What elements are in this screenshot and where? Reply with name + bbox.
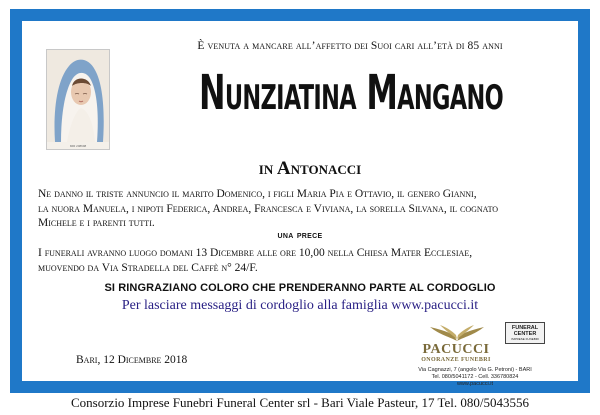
thanks-text: SI RINGRAZIANO COLORO CHE PRENDERANNO PARTE AL CORDOGLIO [104,282,496,294]
funeral-line: muovendo da Via Stradella del Caffè n° 24/F. [38,261,258,274]
agency-name: PACUCCI [422,342,490,357]
notice-date: Bari, 12 Dicembre 2018 [76,354,188,366]
agency-phones: Tel. 080/5041172 - Cell. 336780824 [431,374,519,380]
announcement-line: Michele e i parenti tutti. [38,217,155,229]
badge-line: FUNERAL [511,325,539,331]
funeral-line: I funerali avranno luogo domani 13 Dicembre alle ore 10,00 nella Chiesa Mater Ecclesiae, [38,247,473,259]
funeral-details [38,246,578,275]
portrait-caption: MIR 208698 [69,144,87,148]
agency-website[interactable]: www.pacucci.it [456,381,494,387]
married-name: in Antonacci [258,158,362,179]
announcement-line: la nuora Manuela, i nipoti Federica, Andrea, Francesca e Viviana, la sorella Silvana, il cognato [38,202,499,215]
intro-text: È venuta a mancare all’affetto dei Suoi cari all’età di 85 anni [197,40,503,52]
funeral-center-badge [505,322,545,344]
footer-consortium: Consorzio Imprese Funebri Funeral Center srl - Bari Viale Pasteur, 17 Tel. 080/5043556 [70,395,529,410]
prayer-heading: una prece [277,229,323,241]
announcement-line: Ne danno il triste annuncio il marito Domenico, i figli Maria Pia e Ottavio, il genero Gianni, [38,188,477,200]
angel-wings-icon [426,323,488,343]
agency-subtitle: ONORANZE FUNEBRI [421,357,491,363]
condolence-link[interactable]: Per lasciare messaggi di cordoglio alla famiglia www.pacucci.it [121,298,479,313]
madonna-icon [47,50,109,142]
badge-line: IMPRESE FUNEBRI [511,337,539,341]
family-announcement [38,187,578,231]
deceased-name: Nunziatina Mangano [198,65,504,121]
madonna-portrait-image [46,49,110,150]
badge-line: CENTER [513,331,537,337]
agency-address: Via Cagnazzi, 7 (angolo Via G. Petroni) - BARI [418,367,532,373]
